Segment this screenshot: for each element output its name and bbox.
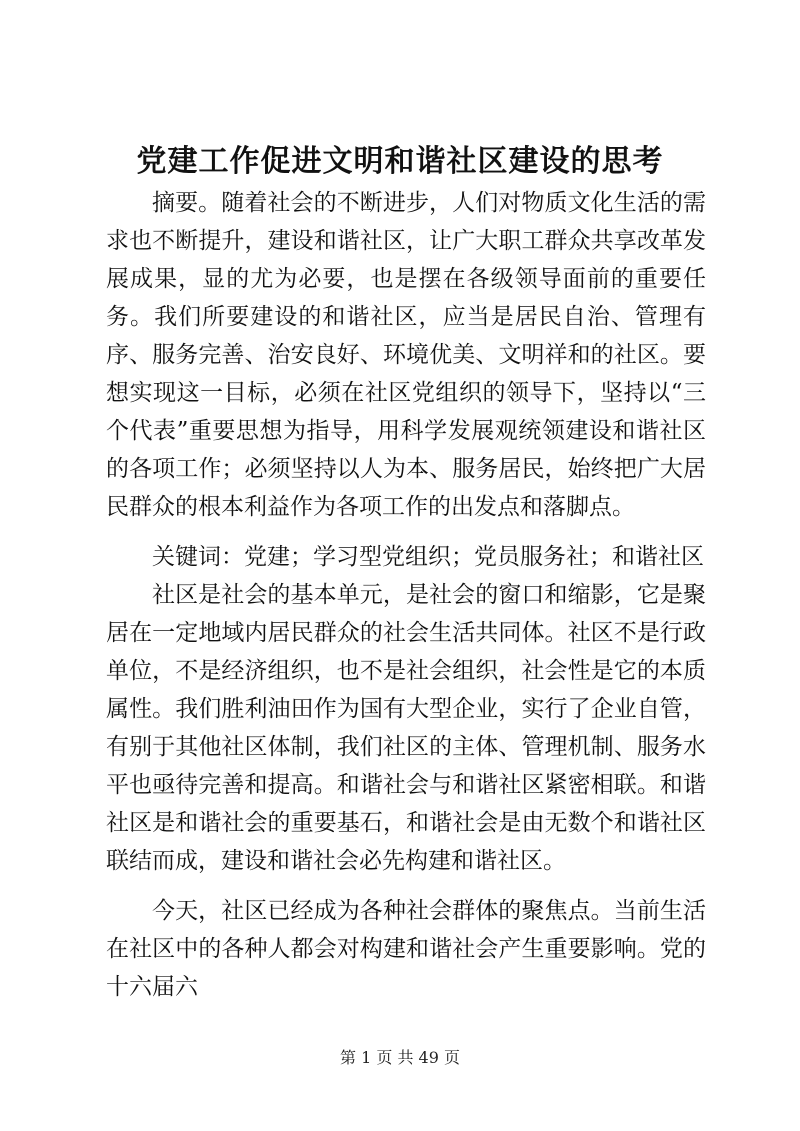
body-paragraph: 社区是社会的基本单元，是社会的窗口和缩影，它是聚居在一定地域内居民群众的社会生活共同体。社区不是行政单位，不是经济组织，也不是社会组织，社会性是它的本质属性。我们胜利油田作为国有大型企业，实行了企业自管，有别于其他社区体制，我们社区的主体、管理机制、服务水平也亟待完善和提高。和谐社会与和谐社区紧密相联。和谐社区是和谐社会的重要基石，和谐社会是由无数个和谐社区联结而成，建设和谐社会必先构建和谐社区。 [106,582,706,874]
keywords-paragraph: 关键词：党建；学习型党组织；党员服务社；和谐社区 [152,544,704,570]
abstract-paragraph: 摘要。随着社会的不断进步，人们对物质文化生活的需求也不断提升，建设和谐社区，让广大职工群众共享改革发展成果，显的尤为必要，也是摆在各级领导面前的重要任务。我们所要建设的和谐社区，应当是居民自治、管理有序、服务完善、治安良好、环境优美、文明祥和的社区。要想实现这一目标，必须在社区党组织的领导下，坚持以“三个代表”重要思想为指导，用科学发展观统领建设和谐社区的各项工作；必须坚持以人为本、服务居民，始终把广大居民群众的根本利益作为各项工作的出发点和落脚点。 [106,190,706,520]
document-title: 党建工作促进文明和谐社区建设的思考 [136,144,664,179]
body-paragraph: 今天，社区已经成为各种社会群体的聚焦点。当前生活在社区中的各种人都会对构建和谐社会产生重要影响。党的十六届六 [106,898,706,1000]
page-number-footer: 第 1 页 共 49 页 [340,1048,460,1067]
document-body [106,184,706,1006]
